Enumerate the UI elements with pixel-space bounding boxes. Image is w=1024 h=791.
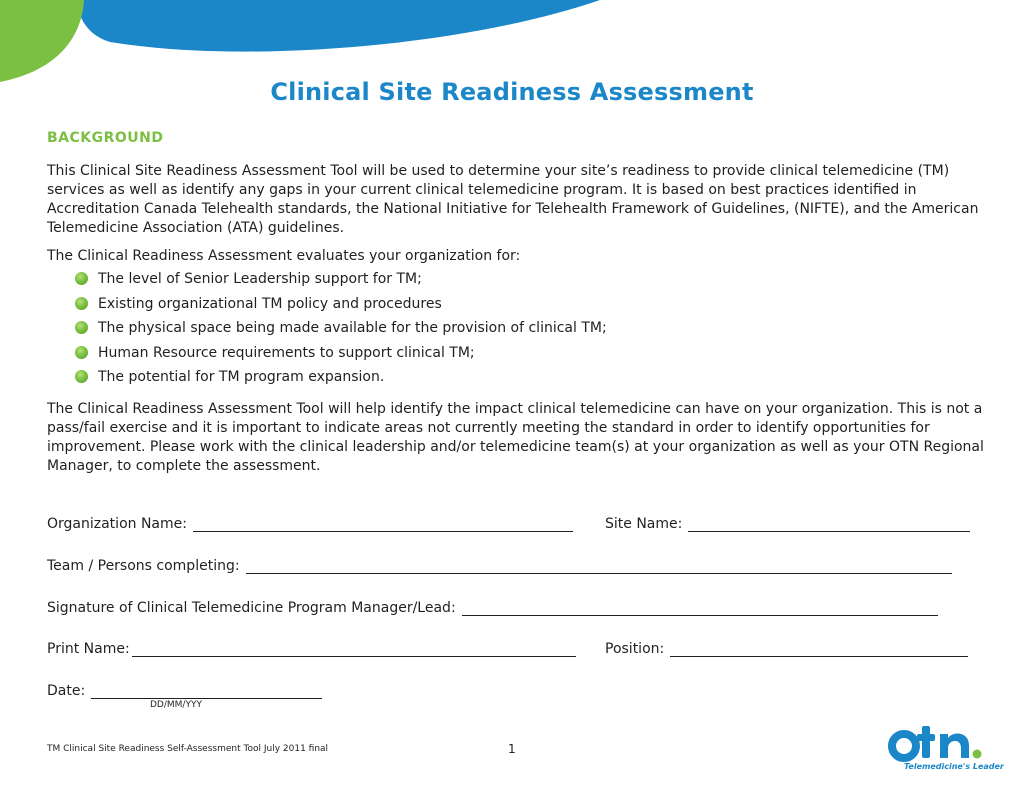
bullet-icon <box>75 370 88 383</box>
evaluates-intro: The Clinical Readiness Assessment evaluates your organization for: <box>47 248 521 264</box>
date-input[interactable] <box>91 682 322 699</box>
page-number: 1 <box>508 742 516 756</box>
list-item: The level of Senior Leadership support for TM; <box>75 270 607 295</box>
footer-text: TM Clinical Site Readiness Self-Assessment Tool July 2011 final <box>47 744 329 754</box>
green-arc-shape <box>0 0 84 82</box>
signature-input[interactable] <box>462 599 938 616</box>
list-item: The potential for TM program expansion. <box>75 368 607 393</box>
background-paragraph: This Clinical Site Readiness Assessment Tool will be used to determine your site’s readiness to provide clinical telemedicine (TM) services as well as identify any gaps in your current clinical telemedicine program. It is based on best practices identified in Accreditation Canada Telehealth standards, the National Initiative for Telehealth Framework of Guidelines, (NIFTE), and the American Telemedicine Association (ATA) guidelines. <box>47 163 979 236</box>
logo-tagline: Telemedicine's Leader <box>904 762 1004 771</box>
organization-name-input[interactable] <box>193 515 573 532</box>
position-field: Position: <box>605 640 968 657</box>
assessment-purpose-paragraph: The Clinical Readiness Assessment Tool will help identify the impact clinical telemedicine can have on your organization. This is not a pass/fail exercise and it is important to indicate areas not currently meeting the standard in order to identify opportunities for improvement. Please work with the clinical leadership and/or telemedicine team(s) at your organization as well as your OTN Regional Manager, to complete the assessment. <box>47 401 984 474</box>
list-item: The physical space being made available for the provision of clinical TM; <box>75 319 607 344</box>
evaluation-list <box>75 270 607 393</box>
date-format-hint: DD/MM/YYY <box>150 700 202 710</box>
bullet-icon <box>75 321 88 334</box>
blue-arc-shape <box>75 0 600 52</box>
position-input[interactable] <box>670 640 968 657</box>
bullet-icon <box>75 346 88 359</box>
list-item: Human Resource requirements to support clinical TM; <box>75 344 607 369</box>
print-name-field: Print Name: <box>47 640 576 657</box>
signature-field: Signature of Clinical Telemedicine Program Manager/Lead: <box>47 599 938 616</box>
bullet-icon <box>75 297 88 310</box>
team-field: Team / Persons completing: <box>47 557 952 574</box>
list-item: Existing organizational TM policy and procedures <box>75 295 607 320</box>
print-name-input[interactable] <box>132 640 576 657</box>
organization-name-field: Organization Name: <box>47 515 573 532</box>
bullet-icon <box>75 272 88 285</box>
site-name-input[interactable] <box>688 515 970 532</box>
section-heading-background: BACKGROUND <box>47 130 164 146</box>
date-field: Date: <box>47 682 322 699</box>
page-title: Clinical Site Readiness Assessment <box>270 78 754 106</box>
team-input[interactable] <box>246 557 952 574</box>
site-name-field: Site Name: <box>605 515 970 532</box>
